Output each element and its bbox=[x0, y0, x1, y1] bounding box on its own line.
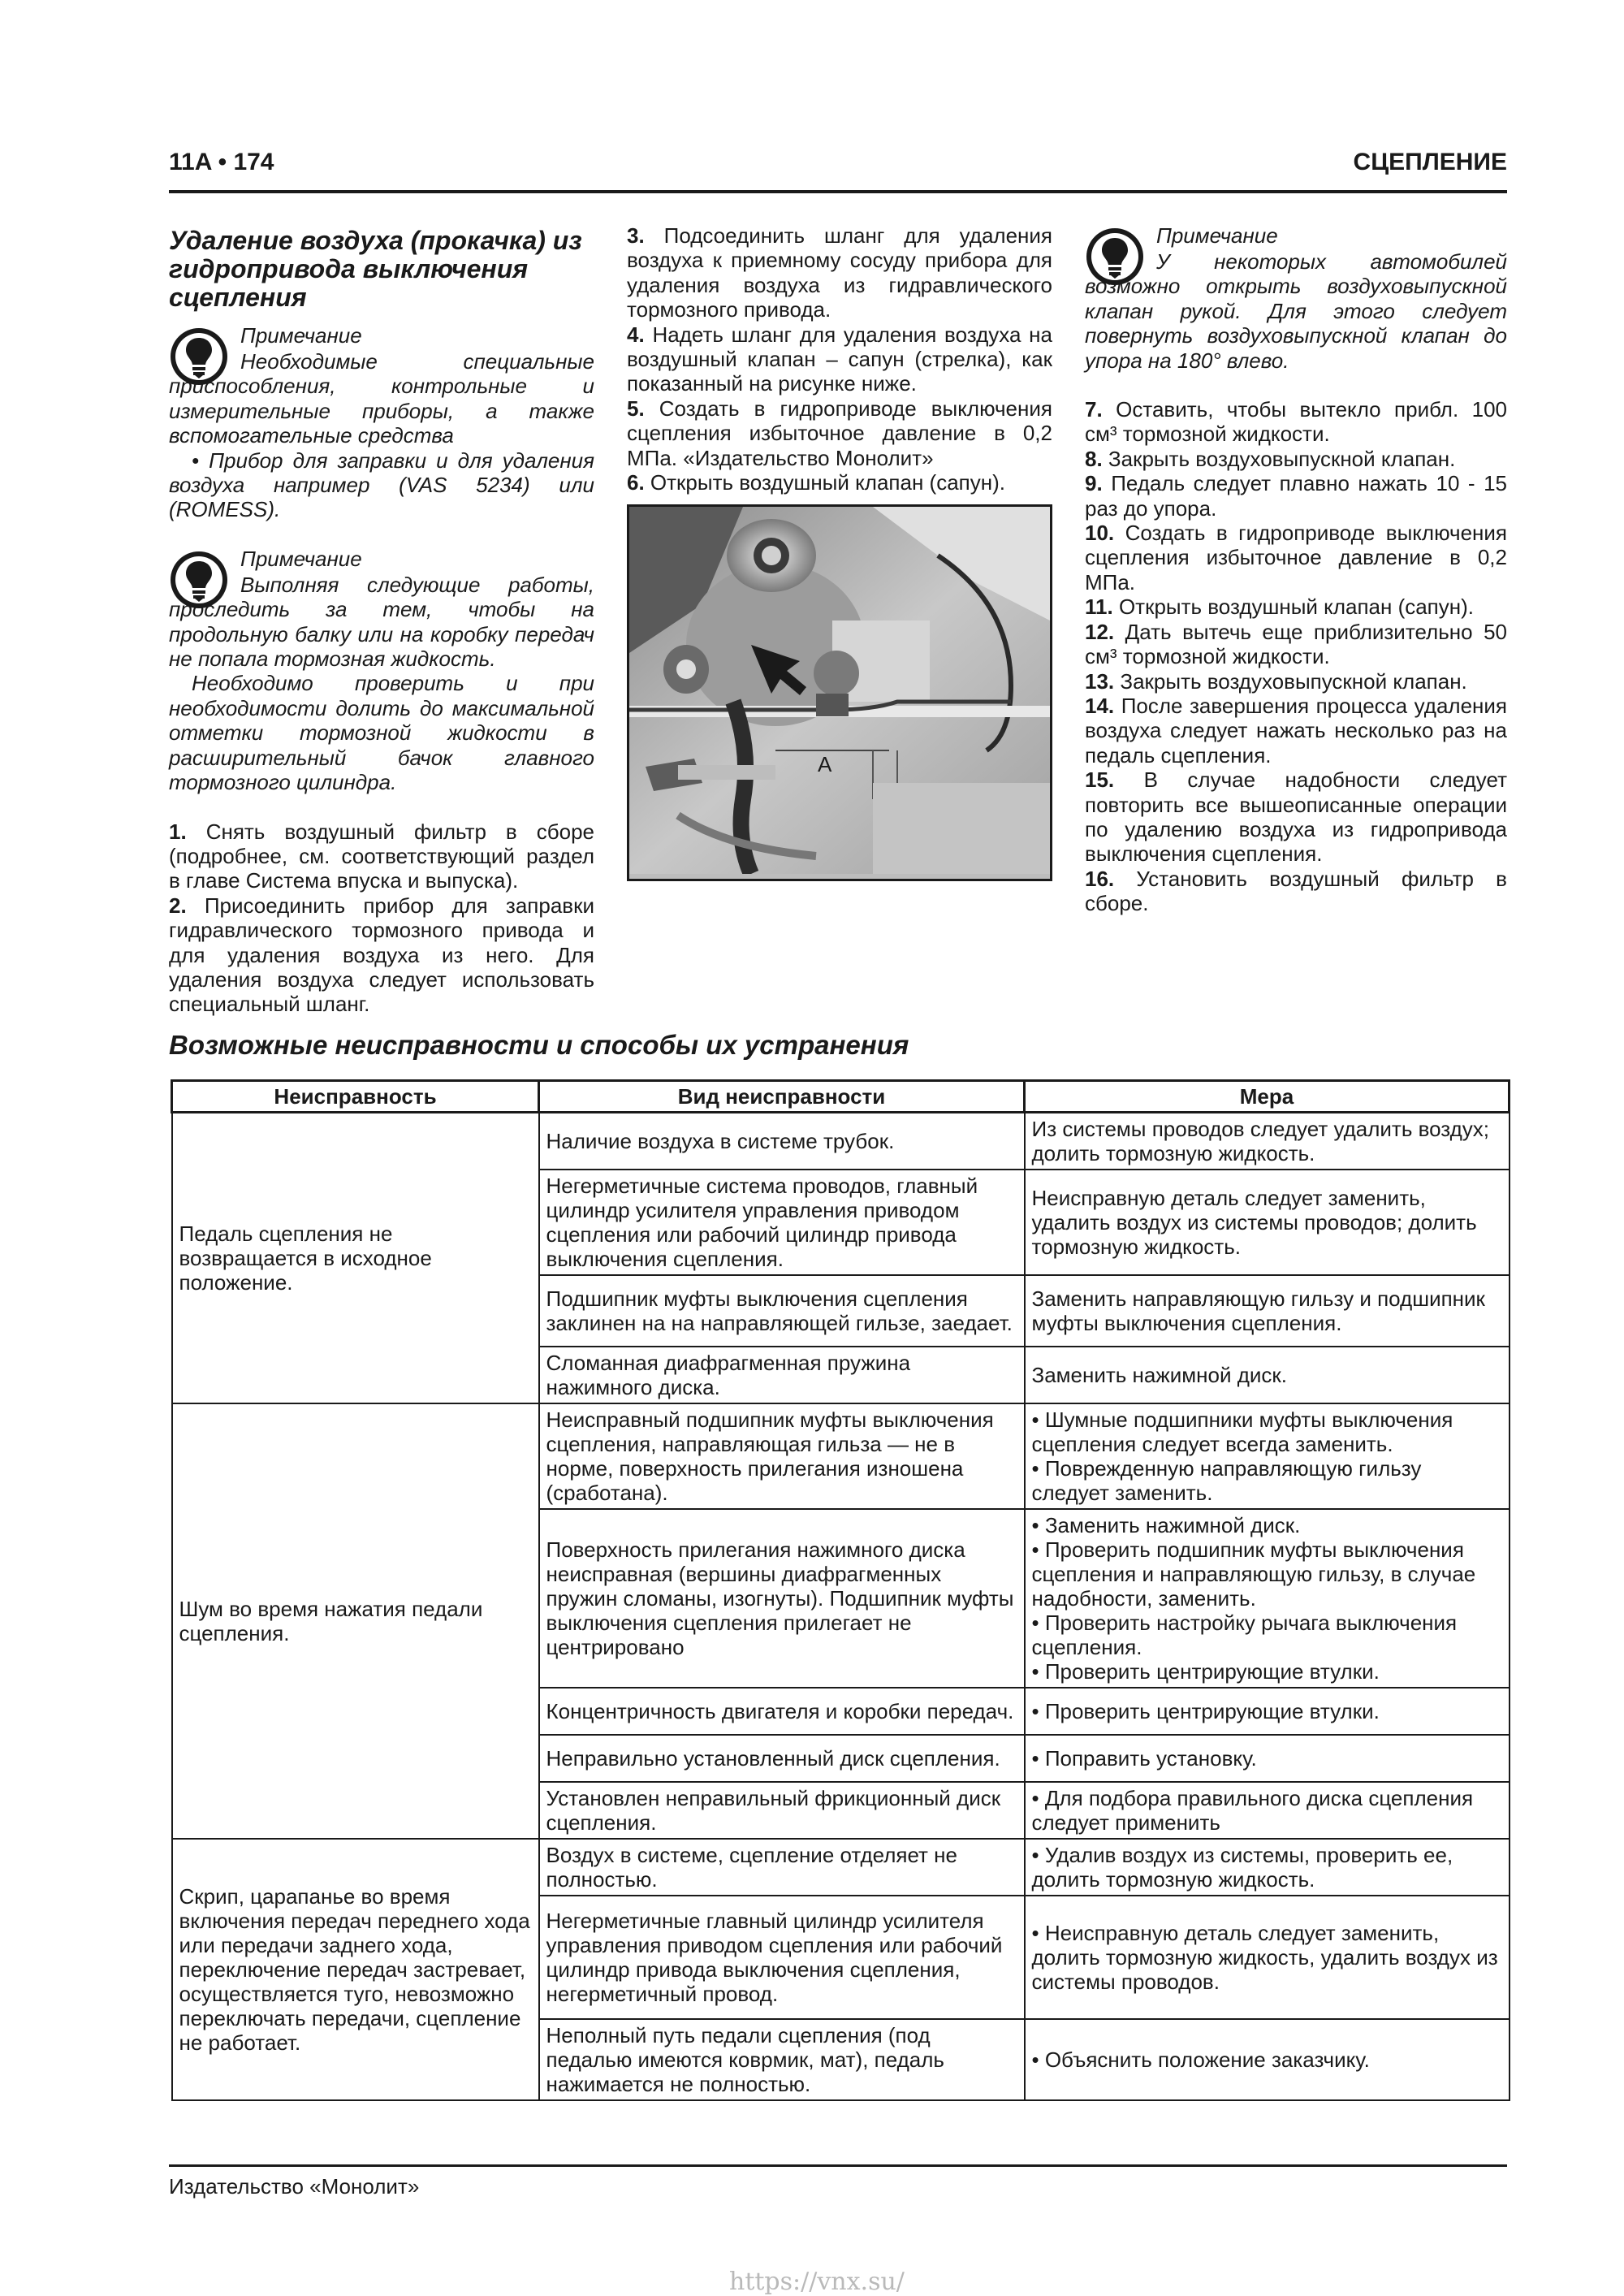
kind-cell: Неисправный подшипник муфты выключения сцепления, направляющая гильза — не в норме, поверхность прилегания изношена (сработана). bbox=[539, 1403, 1025, 1509]
step-9: 9. Педаль следует плавно нажать 10 - 15 раз до упора. bbox=[1085, 471, 1507, 521]
step-12: 12. Дать вытечь еще приблизительно 50 см³ тормозной жидкости. bbox=[1085, 619, 1507, 669]
step-16: 16. Установить воздушный фильтр в сборе. bbox=[1085, 866, 1507, 916]
chapter-title: СЦЕПЛЕНИЕ bbox=[1353, 149, 1507, 175]
step-3: 3. Подсоединить шланг для удаления воздуха к приемному сосуду прибора для удаления воздуха из гидравлического тормозного привода. bbox=[627, 223, 1052, 322]
kind-cell: Неполный путь педали сцепления (под педалью имеются коврмик, мат), педаль нажимается не полностью. bbox=[539, 2019, 1025, 2100]
steps-col3 bbox=[1085, 397, 1507, 916]
fault-cell: Шум во время нажатия педали сцепления. bbox=[172, 1403, 539, 1839]
article-title: Удаление воздуха (прокачка) из гидропривода выключения сцепления bbox=[169, 226, 582, 312]
step-1: 1. Снять воздушный фильтр в сборе (подробнее, см. соответствующий раздел в главе Система впуска и выпуска). bbox=[169, 819, 594, 893]
step-11: 11. Открыть воздушный клапан (сапун). bbox=[1085, 595, 1475, 620]
kind-cell: Наличие воздуха в системе трубок. bbox=[539, 1113, 1025, 1170]
note-1-title: Примечание bbox=[240, 323, 362, 348]
table-body bbox=[172, 1113, 1510, 2101]
measure-cell: • Для подбора правильного диска сцепления следует применить bbox=[1025, 1782, 1510, 1839]
table-row bbox=[172, 1839, 1510, 1896]
step-4: 4. Надеть шланг для удаления воздуха на воздушный клапан – сапун (стрелка), как показанный на рисунке ниже. bbox=[627, 322, 1052, 396]
column-2 bbox=[627, 223, 1052, 881]
watermark-url: https://vnx.su/ bbox=[729, 2268, 905, 2296]
kind-cell: Воздух в системе, сцепление отделяет не полностью. bbox=[539, 1839, 1025, 1896]
step-5: 5. Создать в гидроприводе выключения сцепления избыточное давление в 0,2 МПа. «Издательство Монолит» bbox=[627, 396, 1052, 470]
engine-photo-illustration bbox=[629, 507, 1050, 874]
table-row bbox=[172, 1113, 1510, 1170]
troubleshooting-title: Возможные неисправности и способы их устранения bbox=[169, 1030, 909, 1060]
publisher-footer: Издательство «Монолит» bbox=[169, 2174, 420, 2199]
kind-cell: Поверхность прилегания нажимного диска неисправная (вершины диафрагменных пружин сломаны, изогнуты). Подшипник муфты выключения сцепления прилегает не центрировано bbox=[539, 1509, 1025, 1688]
kind-cell: Неправильно установленный диск сцепления. bbox=[539, 1735, 1025, 1782]
step-10: 10. Создать в гидроприводе выключения сцепления избыточное давление в 0,2 МПа. bbox=[1085, 521, 1507, 595]
step-15: 15. В случае надобности следует повторить все вышеописанные операции по удалению воздуха из гидропривода выключения сцепления. bbox=[1085, 767, 1507, 867]
kind-cell: Негерметичные система проводов, главный цилиндр усилителя управления приводом сцепления или рабочий цилиндр привода выключения сцепления. bbox=[539, 1170, 1025, 1275]
column-3 bbox=[1085, 223, 1507, 916]
measure-cell: • Заменить нажимной диск. • Проверить подшипник муфты выключения сцепления и направляющую гильзу, в случае надобности, заменить. • Проверить настройку рычага выключения сцепления. • Проверить центрирующие втулки. bbox=[1025, 1509, 1510, 1688]
kind-cell: Негерметичные главный цилиндр усилителя управления приводом сцепления или рабочий цилиндр привода выключения сцепления, негерметичный провод. bbox=[539, 1896, 1025, 2019]
note-3-text: У некоторых автомобилей возможно открыть воздуховыпускной клапан рукой. Для этого следует повернуть воздуховыпускной клапан до упора на 180° влево. bbox=[1085, 249, 1507, 373]
kind-cell: Концентричность двигателя и коробки передач. bbox=[539, 1688, 1025, 1735]
fault-cell: Скрип, царапанье во время включения передач переднего хода или передачи заднего хода, переключение передач застревает, осуществляется туго, невозможно переключать передачи, сцепление не работает. bbox=[172, 1839, 539, 2100]
step-8: 8. Закрыть воздуховыпускной клапан. bbox=[1085, 446, 1456, 471]
page-number: 11A • 174 bbox=[169, 149, 274, 175]
steps-col1 bbox=[169, 819, 594, 1017]
step-13: 13. Закрыть воздуховыпускной клапан. bbox=[1085, 668, 1467, 694]
header-measure: Мера bbox=[1025, 1081, 1510, 1113]
note-2-title: Примечание bbox=[240, 546, 362, 571]
note-1-bullet: • Прибор для заправки и для удаления воздуха например (VAS 5234) или (ROMESS). bbox=[169, 448, 594, 522]
header-kind: Вид неисправности bbox=[539, 1081, 1025, 1113]
figure-label: A bbox=[818, 752, 832, 777]
header-rule bbox=[169, 190, 1507, 193]
note-2-text2: Необходимо проверить и при необходимости долить до максимальной отметки тормозной жидкости в расширительный бачок главного тормозного цилиндра. bbox=[169, 671, 594, 795]
header-fault: Неисправность bbox=[172, 1081, 539, 1113]
footer-rule bbox=[169, 2164, 1507, 2167]
measure-cell: • Удалив воздух из системы, проверить ее, долить тормозную жидкость. bbox=[1025, 1839, 1510, 1896]
fault-cell: Педаль сцепления не возвращается в исходное положение. bbox=[172, 1113, 539, 1404]
measure-cell: • Поправить установку. bbox=[1025, 1735, 1510, 1782]
measure-cell: Неисправную деталь следует заменить, удалить воздух из системы проводов; долить тормозную жидкость. bbox=[1025, 1170, 1510, 1275]
measure-cell: • Проверить центрирующие втулки. bbox=[1025, 1688, 1510, 1735]
measure-cell: Заменить нажимной диск. bbox=[1025, 1347, 1510, 1403]
troubleshooting-table bbox=[171, 1079, 1510, 2101]
note-3-title: Примечание bbox=[1156, 223, 1278, 248]
measure-cell: • Шумные подшипники муфты выключения сцепления следует всегда заменить. • Поврежденную направляющую гильзу следует заменить. bbox=[1025, 1403, 1510, 1509]
step-14: 14. После завершения процесса удаления воздуха следует нажать несколько раз на педаль сцепления. bbox=[1085, 693, 1507, 767]
bleed-valve-photo bbox=[627, 504, 1052, 881]
measure-cell: Из системы проводов следует удалить воздух; долить тормозную жидкость. bbox=[1025, 1113, 1510, 1170]
table-header-row bbox=[172, 1081, 1510, 1113]
step-2: 2. Присоединить прибор для заправки гидравлического тормозного привода и для удаления воздуха из него. Для удаления воздуха следует использовать специальный шланг. bbox=[169, 893, 594, 1017]
measure-cell: Заменить направляющую гильзу и подшипник муфты выключения сцепления. bbox=[1025, 1275, 1510, 1347]
kind-cell: Сломанная диафрагменная пружина нажимного диска. bbox=[539, 1347, 1025, 1403]
note-2-text: Выполняя следующие работы, проследить за тем, чтобы на продольную балку или на коробку передач не попала тормозная жидкость. bbox=[169, 572, 594, 672]
kind-cell: Установлен неправильный фрикционный диск сцепления. bbox=[539, 1782, 1025, 1839]
note-1-text: Необходимые специальные приспособления, контрольные и измерительные приборы, а также вспомогательные средства bbox=[169, 349, 594, 448]
measure-cell: • Объяснить положение заказчику. bbox=[1025, 2019, 1510, 2100]
table-row bbox=[172, 1403, 1510, 1509]
column-1 bbox=[169, 223, 594, 1017]
note-3 bbox=[1085, 223, 1507, 373]
measure-cell: • Неисправную деталь следует заменить, долить тормозную жидкость, удалить воздух из системы проводов. bbox=[1025, 1896, 1510, 2019]
step-6: 6. Открыть воздушный клапан (сапун). bbox=[627, 470, 1005, 495]
kind-cell: Подшипник муфты выключения сцепления заклинен на на направляющей гильзе, заедает. bbox=[539, 1275, 1025, 1347]
note-2 bbox=[169, 547, 594, 795]
step-7: 7. Оставить, чтобы вытекло прибл. 100 см³ тормозной жидкости. bbox=[1085, 397, 1507, 447]
note-1 bbox=[169, 323, 594, 522]
